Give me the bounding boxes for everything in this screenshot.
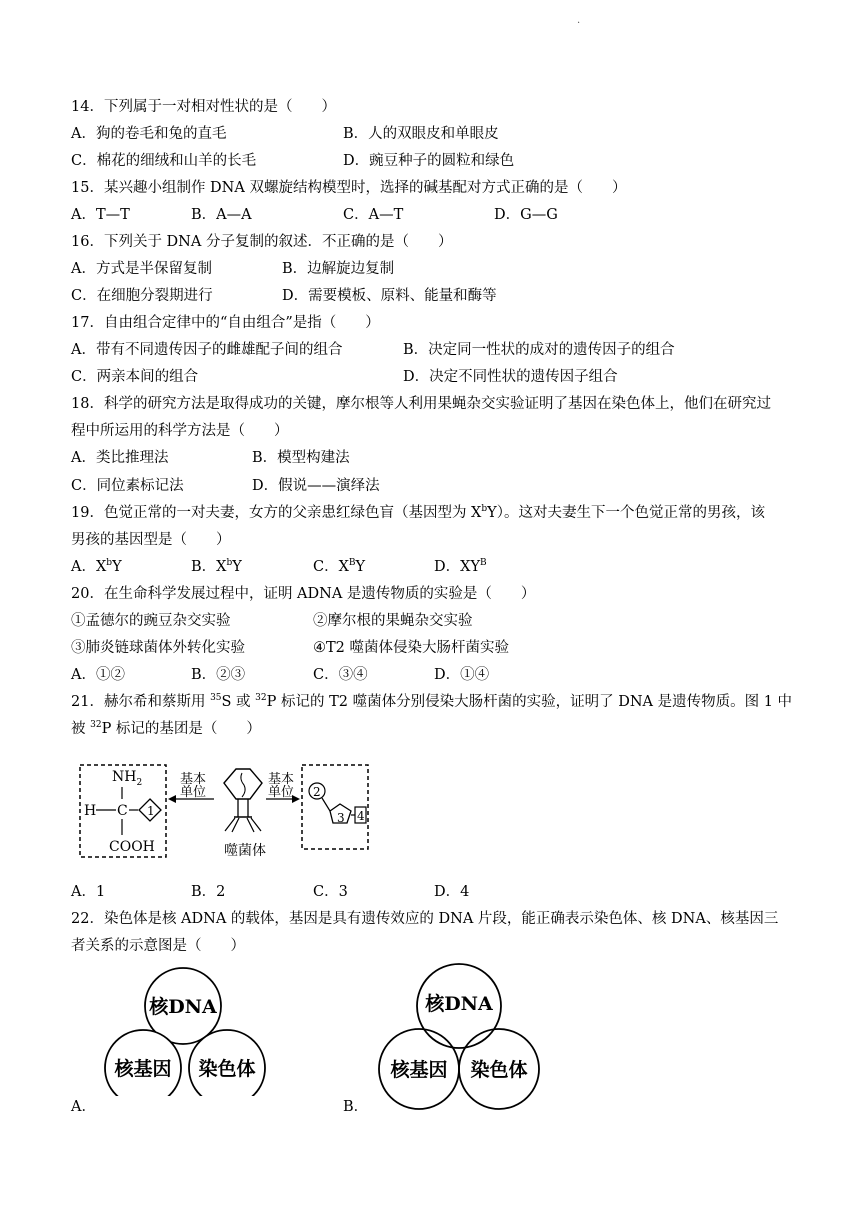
group-3-label: 3: [337, 811, 345, 825]
q22-stem-line2: 者关系的示意图是（ ）: [71, 938, 245, 954]
q21-option-a: A．1: [71, 884, 106, 900]
q17-option-c: C．两亲本间的组合: [71, 369, 199, 385]
q17-option-d: D．决定不同性状的遗传因子组合: [403, 369, 618, 385]
cooh-label: COOH: [109, 839, 155, 855]
q21-stem-line2: 被 $^{32}$P 标记的基团是（ ）: [71, 720, 261, 737]
q16-option-a: A．方式是半保留复制: [71, 261, 212, 277]
q17-option-a: A．带有不同遗传因子的雌雄配子间的组合: [71, 342, 343, 358]
q15-option-c: C．A—T: [343, 207, 404, 223]
q21-option-d: D．4: [434, 884, 470, 900]
nh2-label: $NH_2$: [112, 769, 143, 788]
group-2-label: 2: [313, 785, 321, 799]
figa-dna-label: 核DNA: [149, 996, 217, 1018]
figb-dna-label: 核DNA: [425, 993, 493, 1015]
q20-option-b: B．②③: [191, 667, 246, 683]
q21-option-b: B．2: [191, 884, 226, 900]
q19-option-b: B．$X^bY$: [191, 558, 242, 575]
q16-option-b: B．边解旋边复制: [282, 261, 395, 277]
q14-option-d: D．豌豆种子的圆粒和绿色: [343, 153, 515, 169]
q21-option-c: C．3: [313, 884, 348, 900]
left-arrow-label-bottom: 单位: [180, 785, 207, 800]
header-mark: .: [577, 15, 581, 26]
q18-option-a: A．类比推理法: [71, 450, 169, 466]
figa-gene-label: 核基因: [114, 1058, 172, 1080]
figa-chromosome-label: 染色体: [198, 1058, 256, 1080]
q18-stem-line1: 18．科学的研究方法是取得成功的关键，摩尔根等人利用果蝇杂交实验证明了基因在染色体上，他们在研究过: [71, 396, 771, 412]
q15-stem: 15．某兴趣小组制作 DNA 双螺旋结构模型时，选择的碱基配对方式正确的是（ ）: [71, 180, 627, 196]
q20-item-1: ①孟德尔的豌豆杂交实验: [71, 613, 231, 629]
q22-option-a: A．: [71, 1099, 96, 1115]
q18-option-c: C．同位素标记法: [71, 478, 184, 494]
left-arrow-label-top: 基本: [180, 772, 207, 787]
q20-option-c: C．③④: [313, 667, 368, 683]
q20-option-d: D．①④: [434, 667, 490, 683]
q22-figure-b: [372, 960, 572, 1110]
phage-label: 噬菌体: [224, 843, 266, 859]
figb-gene-label: 核基因: [390, 1059, 448, 1081]
q22-figure-a: [96, 966, 296, 1096]
q20-option-a: A．①②: [71, 667, 125, 683]
q16-option-d: D．需要模板、原料、能量和酶等: [282, 288, 497, 304]
q18-option-d: D．假说——演绎法: [252, 478, 380, 494]
q21-stem-line1: 21．赫尔希和蔡斯用 $^{35}$S 或 $^{32}$P 标记的 T2 噬菌体分别侵染大肠杆菌的实验，证明了 DNA 是遗传物质。图 1 中: [71, 693, 793, 710]
group-1-label: 1: [147, 804, 155, 818]
q19-option-a: A．$X^bY$: [71, 558, 122, 575]
q16-option-c: C．在细胞分裂期进行: [71, 288, 213, 304]
q18-stem-line2: 程中所运用的科学方法是（ ）: [71, 423, 289, 439]
h-label: H: [84, 803, 97, 819]
q19-option-d: D．$XY^B$: [434, 558, 487, 575]
q16-stem: 16．下列关于 DNA 分子复制的叙述．不正确的是（ ）: [71, 234, 453, 250]
q19-stem-line1: 19．色觉正常的一对夫妻，女方的父亲患红绿色盲（基因型为 $X^bY$）。这对夫妻生下一个色觉正常的男孩，该: [71, 504, 765, 521]
q22-option-b: B．: [343, 1099, 369, 1115]
q14-option-a: A．狗的卷毛和兔的直毛: [71, 126, 227, 142]
q19-option-c: C．$X^BY$: [313, 558, 366, 575]
right-arrow-label-top: 基本: [268, 772, 295, 787]
q19-stem-line2: 男孩的基因型是（ ）: [71, 532, 231, 548]
right-arrow-label-bottom: 单位: [268, 785, 295, 800]
q15-option-a: A．T—T: [71, 207, 130, 223]
q20-stem: 20．在生命科学发展过程中，证明 ADNA 是遗传物质的实验是（ ）: [71, 586, 536, 602]
q20-item-2: ②摩尔根的果蝇杂交实验: [313, 613, 473, 629]
q14-option-b: B．人的双眼皮和单眼皮: [343, 126, 499, 142]
group-4-label: 4: [357, 809, 365, 823]
q14-stem: 14．下列属于一对相对性状的是（ ）: [71, 99, 336, 115]
q22-stem-line1: 22．染色体是核 ADNA 的载体，基因是具有遗传效应的 DNA 片段，能正确表示染色体、核 DNA、核基因三: [71, 911, 779, 927]
q14-option-c: C．棉花的细绒和山羊的长毛: [71, 153, 257, 169]
c-label: C: [117, 803, 128, 819]
q15-option-d: D．G—G: [494, 207, 558, 223]
q20-item-3: ③肺炎链球菌体外转化实验: [71, 640, 245, 656]
figb-chromosome-label: 染色体: [470, 1059, 528, 1081]
q15-option-b: B．A—A: [191, 207, 252, 223]
q17-option-b: B．决定同一性状的成对的遗传因子的组合: [403, 342, 675, 358]
q20-item-4: ④T2 噬菌体侵染大肠杆菌实验: [313, 640, 510, 656]
q18-option-b: B．模型构建法: [252, 450, 350, 466]
q17-stem: 17．自由组合定律中的“自由组合”是指（ ）: [71, 315, 380, 331]
q21-figure: [76, 755, 376, 867]
